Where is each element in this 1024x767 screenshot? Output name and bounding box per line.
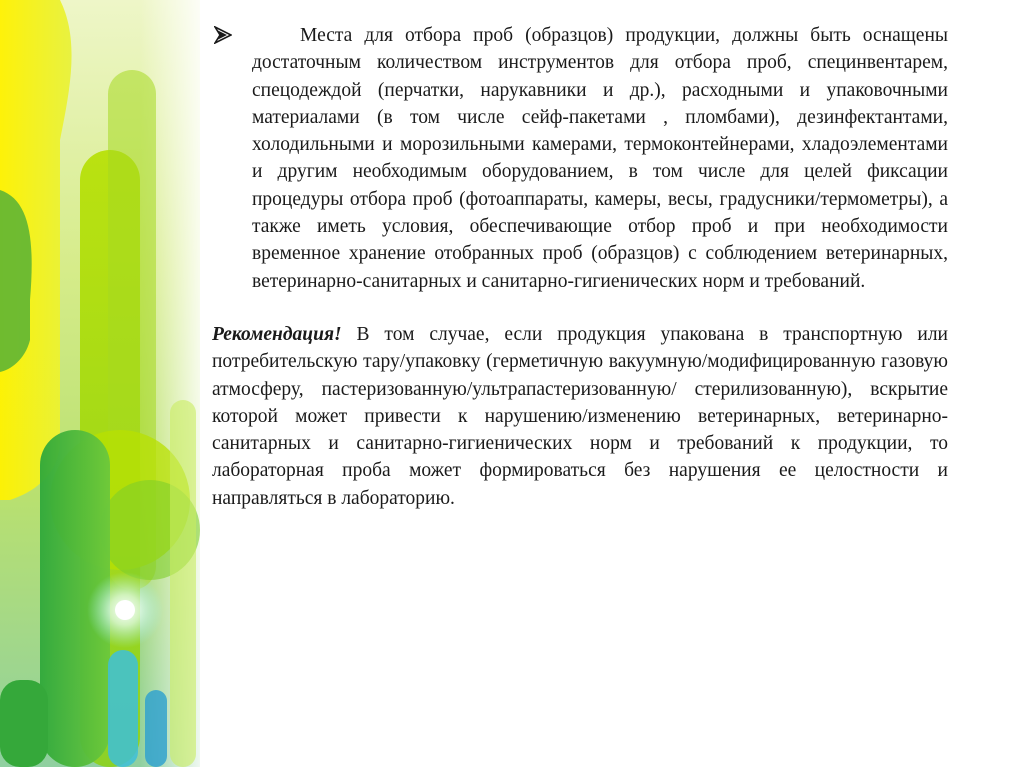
recommendation-block [212, 321, 948, 512]
bullet-paragraph: Места для отбора проб (образцов) продукции, должны быть оснащены достаточным количеством инструментов для отбора проб, специнвентарем, спецодеждой (перчатки, нарукавники и др.), расходными и упаковочными материалами (в том числе сейф-пакетами , пломбами), дезинфектантами, холодильными и морозильными камерами, термоконтейнерами, хладоэлементами и другим необходимым оборудованием, в том числе для целей фиксации процедуры отбора проб (фотоаппараты, камеры, весы, градусники/термометры), а также иметь условия, обеспечивающие отбор проб и при необходимости временное хранение отобранных проб (образцов) с соблюдением ветеринарных, ветеринарно-санитарных и санитарно-гигиенических норм и требований. [252, 25, 948, 292]
bullet-item [212, 22, 948, 295]
recommendation-paragraph [212, 321, 948, 512]
slide-content [212, 22, 948, 512]
recommendation-label: Рекомендация! [212, 323, 342, 345]
arrow-bullet-icon [214, 26, 232, 44]
recommendation-text: В том случае, если продукция упакована в транспортную или потребительскую тару/упаковку (герметичную вакуумную/модифицированную газовую атмосферу, пастеризованную/ультрапастеризованную/ стерилизованную), вскрытие которой может привести к нарушению/изменению ветеринарных, ветеринарно-санитарных и санитарно-гигиенических норм и требований к продукции, то лабораторная проба может формироваться без нарушения ее целостности и направляться в лабораторию. [212, 323, 948, 509]
decorative-side-panel [0, 0, 200, 767]
